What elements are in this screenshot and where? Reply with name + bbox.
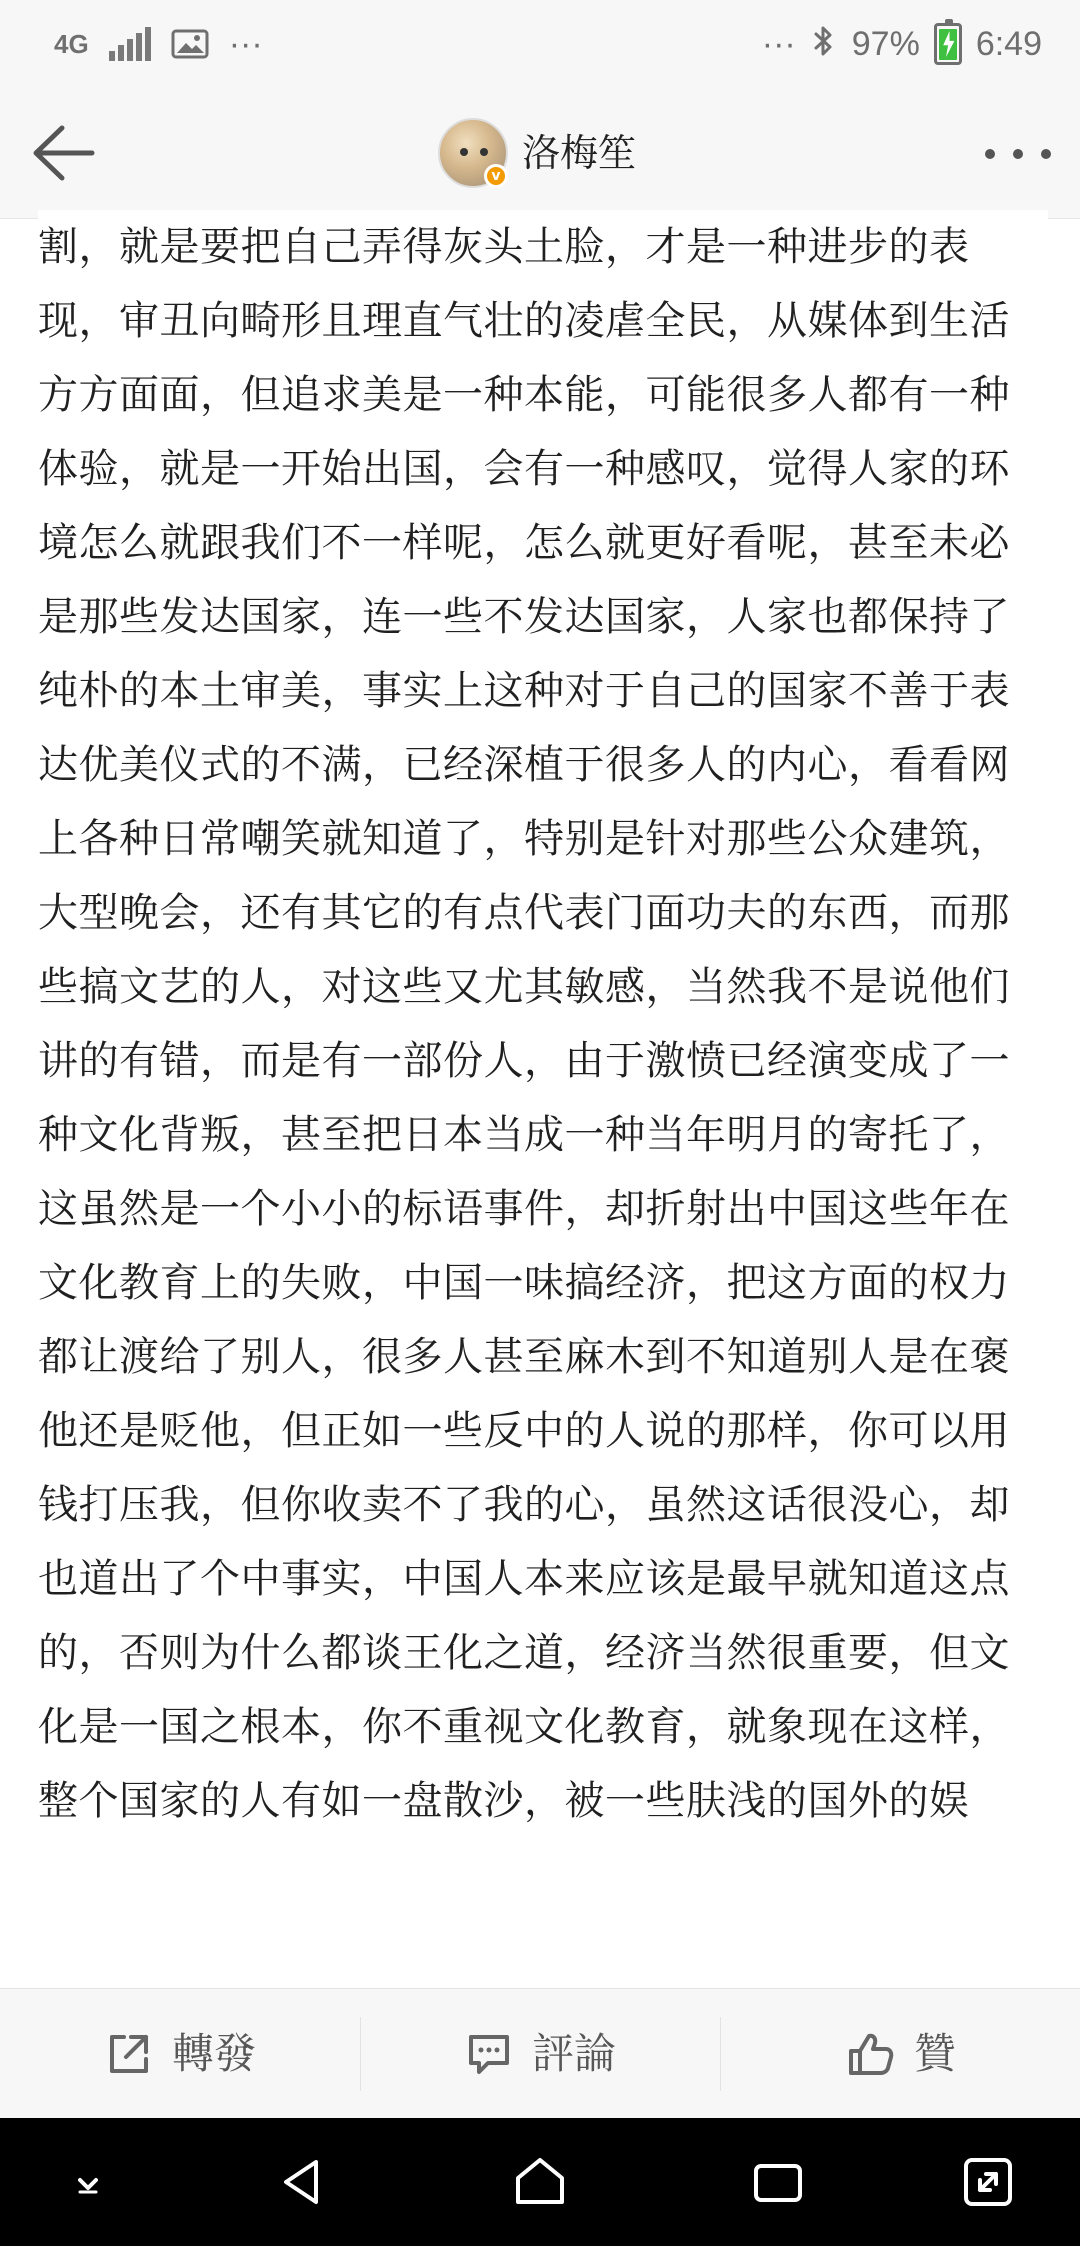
status-left [54,18,263,70]
more-icon[interactable] [980,130,1056,178]
status-time: 6:49 [975,25,1042,63]
repost-label: 轉發 [171,2029,256,2078]
avatar-eye-right [480,148,488,156]
post-header [0,88,1080,219]
repost-button[interactable] [0,1989,360,2119]
like-label: 贊 [913,2029,956,2078]
article-content[interactable] [38,210,1048,1988]
comment-icon [464,2029,514,2079]
system-navigation-bar [0,2118,1080,2246]
network-label: 4G [54,29,89,59]
status-overflow-icon: ··· [761,25,796,63]
author-name[interactable]: 洛梅笙 [522,131,637,175]
avatar-eye-left [460,148,468,156]
home-icon[interactable] [508,2150,572,2214]
signal-icon [109,27,151,61]
share-icon [104,2029,154,2079]
battery-percent: 97% [851,25,920,63]
like-button[interactable] [720,1989,1080,2119]
status-bar [0,0,1080,88]
comment-button[interactable] [360,1989,720,2119]
status-more-icon: ··· [228,25,263,63]
thumbs-up-icon [844,2029,896,2079]
back-arrow-icon[interactable] [24,116,108,190]
triangle-back-icon[interactable] [270,2150,334,2214]
battery-icon [934,23,962,65]
status-right [762,18,1042,70]
article-body: 割，就是要把自己弄得灰头土脸，才是一种进步的表现，审丑向畸形且理直气壮的凌虐全民，从媒体到生活方方面面，但追求美是一种本能，可能很多人都有一种体验，就是一开始出国，会有一种感叹，觉得人家的环境怎么就跟我们不一样呢，怎么就更好看呢，甚至未必是那些发达国家，连一些不发达国家，人家也都保持了纯朴的本土审美，事实上这种对于自己的国家不善于表达优美仪式的不满，已经深植于很多人的内心，看看网上各种日常嘲笑就知道了，特别是针对那些公众建筑，大型晚会，还有其它的有点代表门面功夫的东西，而那些搞文艺的人，对这些又尤其敏感，当然我不是说他们讲的有错，而是有一部份人，由于激愤已经演变成了一种文化背叛，甚至把日本当成一种当年明月的寄托了，这虽然是一个小小的标语事件，却折射出中国这些年在文化教育上的失败，中国一味搞经济，把这方面的权力都让渡给了别人，很多人甚至麻木到不知道别人是在褒他还是贬他，但正如一些反中的人说的那样，你可以用钱打压我，但你收卖不了我的心，虽然这话很没心，却也道出了个中事实，中国人本来应该是最早就知道这点的，否则为什么都谈王化之道，经济当然很重要，但文化是一国之根本，你不重视文化教育，就象现在这样，整个国家的人有如一盘散沙，被一些肤浅的国外的娱 [38,224,1010,1824]
post-action-bar [0,1988,1080,2119]
image-icon [171,27,209,61]
avatar[interactable] [438,118,508,188]
comment-label: 評論 [531,2029,616,2078]
author-profile[interactable] [438,116,636,190]
expand-icon[interactable] [956,2150,1020,2214]
recent-apps-icon[interactable] [746,2150,810,2214]
verified-badge: v [484,164,508,188]
chevron-down-icon[interactable] [56,2150,120,2214]
bluetooth-icon [810,23,838,65]
